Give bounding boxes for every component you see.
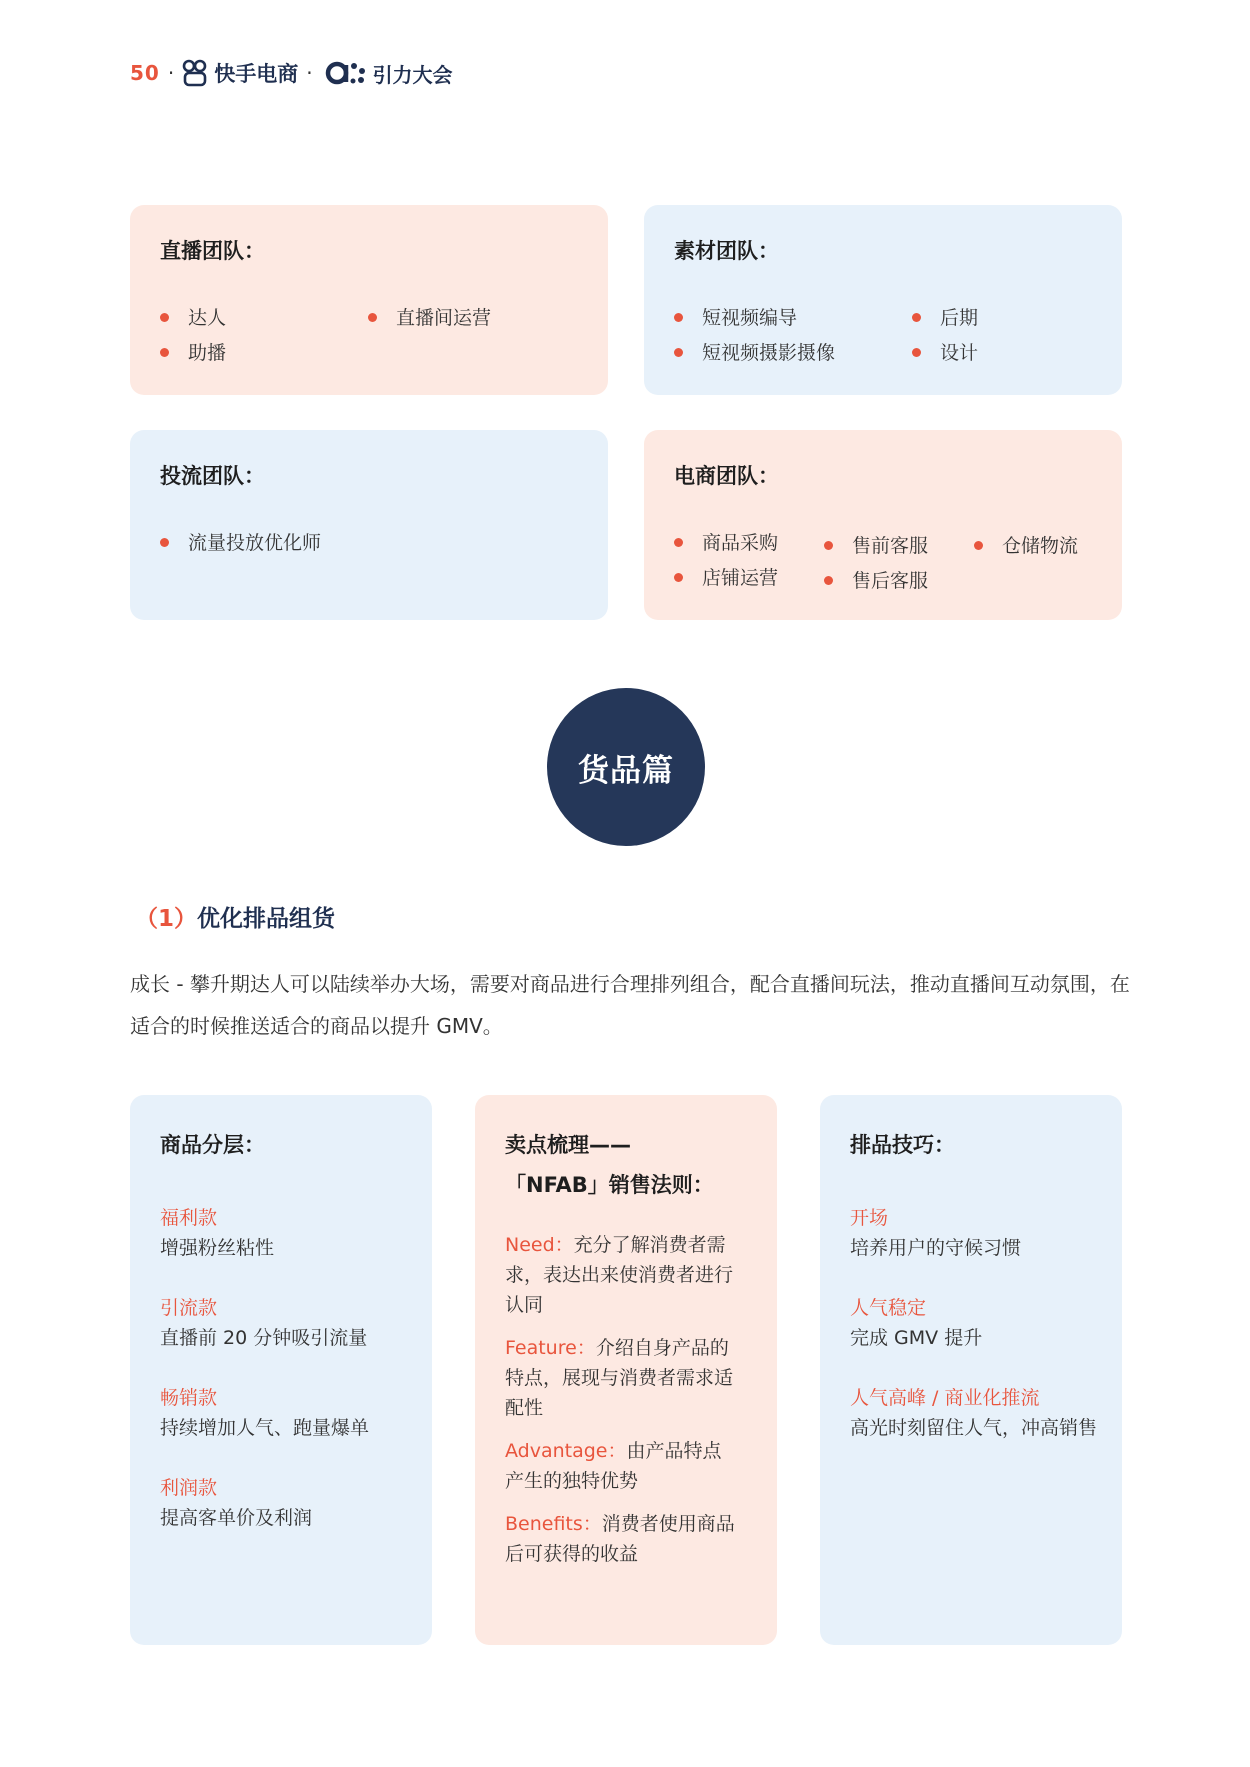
nfab-key: Feature： [505,1337,596,1359]
nfab-text: 充分了解消费者需求，表达出来使消费者进行认同 [505,1234,734,1316]
list-item: 流量投放优化师 [160,528,321,555]
list-item: 售前客服 [824,531,928,558]
nfab-text: 消费者使用商品后可获得的收益 [505,1513,735,1565]
list-item: 后期 [912,303,978,330]
card-title: 电商团队： [674,464,779,488]
item-desc: 完成 GMV 提升 [850,1327,983,1349]
nfab-item [505,1333,740,1423]
item-label: 畅销款 [160,1387,218,1409]
list-item: 直播间运营 [368,303,491,330]
list-item: 仓储物流 [974,531,1078,558]
nfab-item [505,1436,740,1496]
section-title-badge: 货品篇 [547,688,705,846]
nfab-key: Benefits： [505,1513,602,1535]
yinli-logo-icon [325,59,367,87]
separator-dot: · [306,61,313,85]
product-layering-card [130,1095,432,1645]
material-team-card [644,205,1122,395]
item-label: 开场 [850,1207,889,1229]
subsection-heading [135,900,335,933]
nfab-text: 介绍自身产品的特点，展现与消费者需求适配性 [505,1337,734,1419]
list-item: 售后客服 [824,566,928,593]
list-item: 达人 [160,303,226,330]
subsection-number: （1） [135,906,198,932]
page-number: 50 [130,61,160,85]
list-item: 短视频编导 [674,303,797,330]
separator-dot: · [167,61,175,85]
card-title: 直播团队： [160,239,265,263]
nfab-item [505,1230,740,1320]
item-label: 引流款 [160,1297,218,1319]
item-desc: 培养用户的守候习惯 [850,1237,1022,1259]
card-title: 排品技巧： [850,1133,955,1157]
list-item: 商品采购 [674,528,778,555]
item-desc: 增强粉丝粘性 [160,1237,275,1259]
item-label: 人气稳定 [850,1297,927,1319]
list-item: 店铺运营 [674,563,778,590]
subsection-title: 优化排品组货 [197,906,336,932]
body-paragraph: 成长 - 攀升期达人可以陆续举办大场，需要对商品进行合理排列组合，配合直播间玩法，推动直播间互动氛围，在适合的时候推送适合的商品以提升 GMV。 [130,972,1130,1038]
item-desc: 持续增加人气、跑量爆单 [160,1417,370,1439]
list-item: 设计 [912,338,978,365]
nfab-item [505,1509,740,1569]
event-name: 引力大会 [372,62,453,87]
selling-points-card [475,1095,777,1645]
nfab-key: Advantage： [505,1440,627,1462]
nfab-text: 由产品特点产生的独特优势 [505,1440,722,1492]
page-header [130,58,453,88]
card-title: 商品分层： [160,1133,265,1157]
list-item: 短视频摄影摄像 [674,338,835,365]
item-label: 福利款 [160,1207,218,1229]
card-title: 投流团队： [160,464,265,488]
card-title: 素材团队： [674,239,779,263]
list-item: 助播 [160,338,226,365]
item-desc: 提高客单价及利润 [160,1507,313,1529]
ecommerce-team-card [644,430,1122,620]
item-label: 利润款 [160,1477,218,1499]
item-desc: 直播前 20 分钟吸引流量 [160,1327,368,1349]
nfab-key: Need： [505,1234,574,1256]
item-label: 人气高峰 / 商业化推流 [850,1387,1040,1409]
ads-team-card [130,430,608,620]
item-desc: 高光时刻留住人气，冲高销售 [850,1417,1098,1439]
card-title-line: 卖点梳理—— [505,1133,631,1157]
card-title-line: 「NFAB」销售法则： [505,1173,714,1197]
card-title [505,1125,714,1205]
brand-name: 快手电商 [214,62,299,86]
kuaishou-logo-icon [182,59,208,87]
live-team-card [130,205,608,395]
arrangement-skills-card [820,1095,1122,1645]
